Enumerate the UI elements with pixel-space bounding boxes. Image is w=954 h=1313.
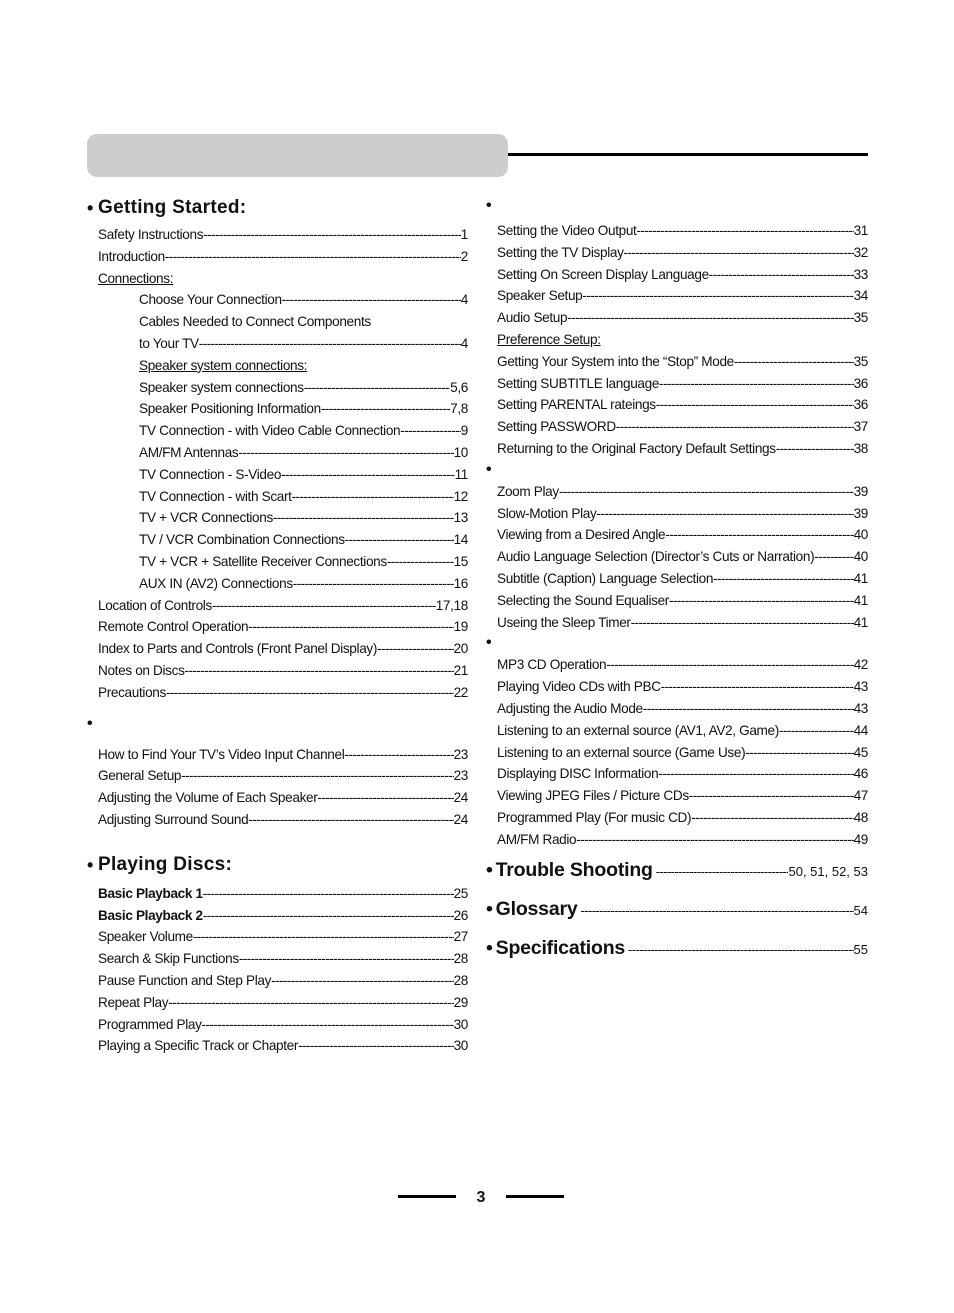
toc-page: 41	[853, 592, 868, 608]
toc-page: 38	[853, 440, 868, 456]
toc-entry[interactable]	[87, 616, 468, 638]
toc-label: Index to Parts and Controls (Front Panel Display)	[98, 641, 378, 657]
toc-entry[interactable]	[87, 442, 468, 464]
toc-page: 44	[853, 722, 868, 738]
setup-list	[87, 744, 468, 831]
leader-dots	[779, 720, 854, 742]
toc-entry[interactable]	[486, 351, 868, 373]
left-column	[87, 196, 468, 1057]
toc-page: 4	[460, 292, 468, 308]
leader-dots	[400, 420, 461, 442]
section-title-playing-discs	[87, 853, 468, 877]
toc-label: Programmed Play	[98, 1016, 202, 1032]
toc-entry[interactable]	[486, 438, 868, 460]
toc-page: 26	[453, 907, 468, 923]
section-title-text: Getting Started:	[98, 197, 247, 218]
toc-page: 46	[853, 766, 868, 782]
toc-label: Zoom Play	[497, 483, 559, 499]
toc-label: Basic Playback 1	[98, 885, 203, 901]
toc-entry[interactable]	[486, 807, 868, 829]
toc-label: Setting SUBTITLE language	[497, 375, 660, 391]
toc-entry[interactable]	[486, 264, 868, 286]
toc-label: Selecting the Sound Equaliser	[497, 592, 669, 608]
toc-label: Precautions	[98, 684, 166, 700]
toc-entry[interactable]	[486, 307, 868, 329]
toc-entry[interactable]	[87, 787, 468, 809]
section-title-text: Playing Discs:	[98, 853, 233, 875]
toc-entry[interactable]	[486, 394, 868, 416]
toc-entry[interactable]	[87, 660, 468, 682]
leader-dots	[165, 246, 461, 268]
toc-subheading	[87, 355, 468, 377]
toc-page: 13	[453, 510, 468, 526]
toc-label: Adjusting Surround Sound	[98, 811, 249, 827]
leader-dots	[582, 285, 853, 307]
toc-page: 40	[853, 527, 868, 543]
toc-entry[interactable]	[486, 742, 868, 764]
toc-label: General Setup	[98, 768, 182, 784]
leader-dots	[377, 638, 454, 660]
leader-dots	[248, 616, 453, 638]
toc-page: 39	[853, 483, 868, 499]
leader-dots	[185, 660, 454, 682]
leader-dots	[181, 765, 453, 787]
toc-label: Slow-Motion Play	[497, 505, 597, 521]
toc-entry[interactable]	[87, 377, 468, 399]
toc-page: 45	[853, 744, 868, 760]
toc-entry[interactable]	[87, 970, 468, 992]
toc-entry[interactable]	[87, 1035, 468, 1057]
leader-dots	[606, 654, 853, 676]
toc-entry-specifications[interactable]	[486, 937, 868, 976]
leader-dots	[567, 307, 853, 329]
section-bullet-c: •	[486, 634, 492, 652]
section-bullet-b: •	[486, 460, 492, 478]
toc-entry[interactable]	[486, 546, 868, 568]
toc-page: 30	[453, 1016, 468, 1032]
leader-dots	[596, 503, 853, 525]
toc-page: 49	[853, 831, 868, 847]
toc-entry[interactable]	[486, 220, 868, 242]
toc-entry[interactable]	[486, 590, 868, 612]
toc-entry[interactable]	[486, 676, 868, 698]
toc-page: 40	[853, 549, 868, 565]
toc-entry[interactable]	[87, 744, 468, 766]
toc-page: 47	[853, 788, 868, 804]
toc-label: Connections:	[98, 270, 174, 286]
toc-label: Repeat Play	[98, 994, 169, 1010]
toc-label: Programmed Play (For music CD)	[497, 809, 692, 825]
toc-label: Preference Setup:	[497, 331, 601, 347]
leader-dots	[203, 905, 454, 927]
toc-label: Glossary	[495, 897, 578, 920]
toc-label: AM/FM Antennas	[139, 444, 239, 460]
toc-entry-trouble-shooting[interactable]	[486, 859, 868, 898]
toc-label: Cables Needed to Connect Components	[139, 314, 371, 330]
toc-page: 28	[453, 972, 468, 988]
section-bullet-a: •	[486, 197, 492, 214]
leader-dots	[691, 807, 853, 829]
toc-page: 36	[853, 375, 868, 391]
leader-dots	[292, 486, 454, 508]
leader-dots	[304, 377, 450, 399]
toc-page: 48	[853, 809, 868, 825]
toc-label: Listening to an external source (AV1, AV2, Game)	[497, 722, 779, 738]
leader-dots	[559, 481, 854, 503]
footer-rule-right	[506, 1195, 564, 1198]
toc-page: 14	[453, 532, 468, 548]
toc-entry[interactable]	[87, 809, 468, 831]
toc-label: Viewing JPEG Files / Picture CDs	[497, 788, 689, 804]
leader-dots	[298, 1035, 454, 1057]
toc-label: Speaker Positioning Information	[139, 401, 321, 417]
toc-page: 24	[453, 790, 468, 806]
toc-page: 29	[453, 994, 468, 1010]
toc-page: 43	[853, 679, 868, 695]
leader-dots	[317, 787, 453, 809]
toc-label: Speaker Setup	[497, 288, 583, 304]
toc-page: 31	[853, 223, 868, 238]
leader-dots	[631, 612, 854, 634]
leader-dots	[734, 351, 854, 373]
toc-label: Trouble Shooting	[495, 858, 653, 881]
leader-dots	[293, 573, 454, 595]
toc-label: Useing the Sleep Timer	[497, 614, 631, 630]
toc-page: 35	[853, 310, 868, 326]
toc-label: Notes on Discs	[98, 662, 185, 678]
leader-dots	[273, 507, 454, 529]
leader-dots	[656, 394, 854, 416]
leader-dots	[345, 529, 454, 551]
bullet-icon: •	[486, 858, 493, 881]
toc-page: 5,6	[450, 379, 468, 395]
leader-dots	[669, 590, 854, 612]
toc-entry-glossary[interactable]	[486, 898, 868, 937]
settings-list	[486, 220, 868, 460]
toc-page: 12	[453, 488, 468, 504]
leader-dots	[166, 682, 454, 704]
header-title-box	[87, 134, 508, 177]
toc-entry[interactable]	[87, 883, 468, 905]
toc-label: Listening to an external source (Game Use)	[497, 744, 746, 760]
toc-label: Speaker system connections:	[139, 357, 308, 373]
toc-entry[interactable]	[486, 568, 868, 590]
playing-discs-list	[87, 883, 468, 1057]
toc-label: Setting the Video Output	[497, 223, 637, 238]
toc-label: Viewing from a Desired Angle	[497, 527, 666, 543]
leader-dots	[212, 595, 436, 617]
section-title-getting-started	[87, 196, 468, 220]
toc-entry[interactable]	[486, 242, 868, 264]
leader-dots	[689, 785, 854, 807]
toc-entry[interactable]	[87, 507, 468, 529]
toc-entry[interactable]	[486, 763, 868, 785]
page-number: 3	[476, 1189, 486, 1206]
leader-dots	[624, 242, 854, 264]
toc-label: TV / VCR Combination Connections	[139, 532, 345, 548]
leader-dots	[709, 264, 854, 286]
toc-label: TV Connection - with Scart	[139, 488, 292, 504]
toc-entry[interactable]	[87, 595, 468, 617]
toc-page: 22	[453, 684, 468, 700]
bullet-icon: •	[486, 936, 493, 959]
toc-label: AM/FM Radio	[497, 831, 577, 847]
toc-entry[interactable]	[87, 529, 468, 551]
advanced-features-list	[486, 481, 868, 634]
toc-page: 54	[853, 902, 868, 918]
toc-page: 35	[853, 353, 868, 369]
toc-page: 25	[453, 885, 468, 901]
toc-page: 9	[460, 423, 468, 439]
toc-entry[interactable]	[87, 224, 468, 246]
toc-page: 17,18	[435, 597, 468, 613]
leader-dots	[239, 948, 454, 970]
leader-dots	[616, 416, 854, 438]
leader-dots	[387, 551, 454, 573]
header-rule	[508, 153, 868, 156]
toc-page: 11	[454, 466, 468, 482]
toc-entry[interactable]	[486, 373, 868, 395]
toc-entry[interactable]	[486, 416, 868, 438]
toc-entry[interactable]	[486, 481, 868, 503]
toc-entry[interactable]	[87, 682, 468, 704]
toc-label: Getting Your System into the “Stop” Mode	[497, 353, 734, 369]
toc-label: How to Find Your TV’s Video Input Channel	[98, 746, 345, 762]
toc-subheading	[87, 311, 468, 333]
leader-dots	[271, 970, 453, 992]
toc-entry[interactable]	[87, 926, 468, 948]
toc-page: 41	[853, 614, 868, 630]
toc-entry[interactable]	[486, 654, 868, 676]
toc-label: Setting On Screen Display Language	[497, 266, 709, 282]
leader-dots	[636, 220, 853, 242]
toc-page: 34	[853, 288, 868, 304]
toc-entry[interactable]	[87, 1014, 468, 1036]
toc-entry[interactable]	[87, 948, 468, 970]
toc-label: Location of Controls	[98, 597, 212, 613]
toc-page: 2	[460, 248, 468, 264]
toc-page: 30	[453, 1038, 468, 1054]
toc-entry[interactable]	[87, 765, 468, 787]
section-bullet-setup: •	[87, 714, 93, 732]
toc-page: 37	[853, 419, 868, 435]
toc-label: Audio Setup	[497, 310, 568, 326]
toc-page: 24	[453, 811, 468, 827]
page-number-footer	[398, 1188, 564, 1212]
leader-dots	[661, 676, 854, 698]
toc-label: Returning to the Original Factory Default Settings	[497, 440, 776, 456]
leader-dots	[581, 903, 854, 918]
toc-entry[interactable]	[87, 420, 468, 442]
getting-started-list	[87, 224, 468, 704]
toc-label: Specifications	[495, 936, 626, 959]
toc-label: Adjusting the Volume of Each Speaker	[98, 790, 318, 806]
toc-entry[interactable]	[87, 464, 468, 486]
toc-entry[interactable]	[87, 246, 468, 268]
leader-dots	[628, 942, 853, 957]
leader-dots	[248, 809, 453, 831]
toc-label: Displaying DISC Information	[497, 766, 659, 782]
toc-entry[interactable]	[486, 524, 868, 546]
toc-label: Search & Skip Functions	[98, 951, 239, 967]
toc-label: Speaker Volume	[98, 929, 193, 945]
toc-label: Remote Control Operation	[98, 619, 249, 635]
toc-page: 43	[853, 700, 868, 716]
toc-entry[interactable]	[87, 289, 468, 311]
other-functions-list	[486, 654, 868, 850]
leader-dots	[745, 742, 853, 764]
toc-page: 16	[453, 575, 468, 591]
toc-entry[interactable]	[486, 785, 868, 807]
toc-page: 21	[453, 662, 468, 678]
leader-dots	[776, 438, 854, 460]
toc-label: Setting PARENTAL rateings	[497, 397, 656, 413]
toc-page: 55	[853, 941, 868, 957]
toc-entry[interactable]	[87, 905, 468, 927]
toc-label: Playing a Specific Track or Chapter	[98, 1038, 299, 1054]
toc-entry[interactable]	[87, 992, 468, 1014]
right-column	[486, 196, 868, 976]
toc-page: 20	[453, 641, 468, 657]
toc-page: 23	[453, 768, 468, 784]
leader-dots	[199, 333, 461, 355]
leader-dots	[344, 744, 453, 766]
toc-label: TV Connection - S-Video	[139, 466, 282, 482]
toc-page: 50, 51, 52, 53	[788, 863, 868, 879]
toc-subheading	[486, 329, 868, 351]
toc-page: 19	[453, 619, 468, 635]
toc-label: Pause Function and Step Play	[98, 972, 272, 988]
leader-dots	[643, 698, 854, 720]
toc-page: 1	[460, 227, 468, 242]
bullet-icon: •	[87, 854, 94, 875]
toc-entry[interactable]	[486, 698, 868, 720]
toc-page: 42	[853, 657, 868, 673]
leader-dots	[659, 373, 854, 395]
toc-page: 23	[453, 746, 468, 762]
leader-dots	[321, 398, 450, 420]
leader-dots	[713, 568, 854, 590]
toc-label: Introduction	[98, 248, 165, 264]
leader-dots	[665, 524, 853, 546]
toc-entry[interactable]	[87, 486, 468, 508]
toc-label: Audio Language Selection (Director’s Cuts or Narration)	[497, 549, 815, 565]
toc-label: Setting PASSWORD	[497, 419, 616, 435]
leader-dots	[282, 289, 461, 311]
toc-label: TV + VCR Connections	[139, 510, 273, 526]
toc-subheading	[87, 268, 468, 290]
leader-dots	[202, 1014, 454, 1036]
toc-page: 39	[853, 505, 868, 521]
toc-entry[interactable]	[486, 829, 868, 851]
toc-entry[interactable]	[87, 573, 468, 595]
toc-page: 4	[460, 335, 468, 351]
toc-page: 32	[853, 244, 868, 260]
toc-entry[interactable]	[486, 285, 868, 307]
toc-entry[interactable]	[87, 551, 468, 573]
bullet-icon: •	[486, 897, 493, 920]
toc-label: Speaker system connections	[139, 379, 304, 395]
toc-entry[interactable]	[486, 720, 868, 742]
leader-dots	[814, 546, 853, 568]
toc-label: Subtitle (Caption) Language Selection	[497, 570, 714, 586]
toc-label: Playing Video CDs with PBC	[497, 679, 661, 695]
toc-label: Basic Playback 2	[98, 907, 203, 923]
leader-dots	[238, 442, 453, 464]
toc-page: 15	[453, 553, 468, 569]
leader-dots	[281, 464, 455, 486]
toc-label: Choose Your Connection	[139, 292, 282, 308]
leader-dots	[168, 992, 453, 1014]
toc-label: MP3 CD Operation	[497, 657, 607, 673]
toc-label: Setting the TV Display	[497, 244, 624, 260]
toc-label: AUX IN (AV2) Connections	[139, 575, 293, 591]
toc-entry[interactable]	[486, 612, 868, 634]
toc-entry[interactable]	[486, 503, 868, 525]
toc-page: 10	[453, 444, 468, 460]
leader-dots	[203, 883, 454, 905]
toc-page: 7,8	[450, 401, 468, 417]
bullet-icon: •	[87, 198, 94, 218]
toc-page: 33	[853, 266, 868, 282]
leader-dots	[576, 829, 853, 851]
leader-dots	[193, 926, 454, 948]
leader-dots	[203, 224, 461, 246]
toc-label: Safety Instructions	[98, 227, 204, 242]
toc-label: TV + VCR + Satellite Receiver Connections	[139, 553, 387, 569]
leader-dots	[656, 864, 789, 879]
toc-label: to Your TV	[139, 335, 199, 351]
toc-entry[interactable]	[87, 638, 468, 660]
leader-dots	[658, 763, 853, 785]
toc-page: 27	[453, 929, 468, 945]
toc-page: 28	[453, 951, 468, 967]
toc-entry[interactable]	[87, 333, 468, 355]
toc-label: TV Connection - with Video Cable Connection	[139, 423, 401, 439]
toc-page: 41	[853, 570, 868, 586]
toc-label: Adjusting the Audio Mode	[497, 700, 643, 716]
toc-entry[interactable]	[87, 398, 468, 420]
toc-page: 36	[853, 397, 868, 413]
